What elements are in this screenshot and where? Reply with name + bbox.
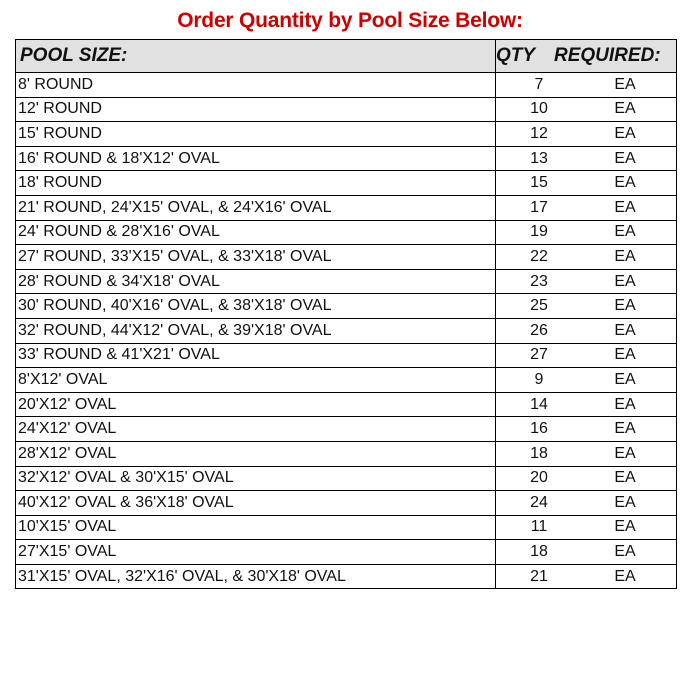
qty-required-cell	[496, 122, 677, 147]
qty-value: 9	[534, 370, 544, 388]
qty-required-cell	[496, 195, 677, 220]
column-header-required: REQUIRED:	[554, 45, 661, 66]
qty-required-cell	[496, 294, 677, 319]
pool-size-cell: 24' ROUND & 28'X16' OVAL	[16, 220, 496, 245]
unit-value: EA	[614, 493, 636, 511]
pool-size-table	[15, 39, 677, 589]
table-row	[16, 392, 677, 417]
qty-value: 19	[530, 223, 548, 241]
table-row	[16, 417, 677, 442]
qty-value: 13	[530, 149, 548, 167]
qty-required-cell	[496, 564, 677, 589]
pool-size-cell: 40'X12' OVAL & 36'X18' OVAL	[16, 491, 496, 516]
qty-value: 12	[530, 124, 548, 142]
qty-value: 17	[530, 198, 548, 216]
qty-value: 15	[530, 174, 548, 192]
pool-size-cell: 24'X12' OVAL	[16, 417, 496, 442]
table-row	[16, 564, 677, 589]
unit-value: EA	[614, 272, 636, 290]
pool-size-cell: 32'X12' OVAL & 30'X15' OVAL	[16, 466, 496, 491]
table-row	[16, 97, 677, 122]
table-row	[16, 318, 677, 343]
qty-value: 21	[530, 567, 548, 585]
pool-size-cell: 27'X15' OVAL	[16, 540, 496, 565]
unit-value: EA	[614, 444, 636, 462]
pool-size-cell: 28'X12' OVAL	[16, 441, 496, 466]
qty-value: 18	[530, 444, 548, 462]
qty-value: 18	[530, 543, 548, 561]
column-header-qty-required	[496, 40, 677, 73]
table-header-row	[16, 40, 677, 73]
table-row	[16, 195, 677, 220]
unit-value: EA	[614, 420, 636, 438]
table-row	[16, 441, 677, 466]
qty-value: 23	[530, 272, 548, 290]
unit-value: EA	[614, 518, 636, 536]
table-row	[16, 368, 677, 393]
qty-required-cell	[496, 146, 677, 171]
qty-value: 26	[530, 321, 548, 339]
qty-required-cell	[496, 269, 677, 294]
pool-size-cell: 10'X15' OVAL	[16, 515, 496, 540]
page-title: Order Quantity by Pool Size Below:	[177, 9, 523, 32]
qty-required-cell	[496, 441, 677, 466]
table-row	[16, 515, 677, 540]
unit-value: EA	[614, 346, 636, 364]
pool-size-cell: 33' ROUND & 41'X21' OVAL	[16, 343, 496, 368]
qty-required-cell	[496, 171, 677, 196]
qty-required-cell	[496, 97, 677, 122]
unit-value: EA	[614, 223, 636, 241]
unit-value: EA	[614, 247, 636, 265]
table-row	[16, 122, 677, 147]
pool-size-cell: 32' ROUND, 44'X12' OVAL, & 39'X18' OVAL	[16, 318, 496, 343]
qty-value: 22	[530, 247, 548, 265]
pool-size-cell: 30' ROUND, 40'X16' OVAL, & 38'X18' OVAL	[16, 294, 496, 319]
qty-value: 24	[530, 493, 548, 511]
unit-value: EA	[614, 75, 636, 93]
qty-value: 11	[530, 518, 548, 536]
qty-required-cell	[496, 540, 677, 565]
qty-required-cell	[496, 466, 677, 491]
qty-value: 16	[530, 420, 548, 438]
unit-value: EA	[614, 370, 636, 388]
unit-value: EA	[614, 124, 636, 142]
pool-size-cell: 20'X12' OVAL	[16, 392, 496, 417]
qty-value: 27	[530, 346, 548, 364]
qty-value: 7	[534, 75, 544, 93]
column-header-qty: QTY	[496, 45, 536, 66]
qty-required-cell	[496, 392, 677, 417]
pool-size-cell: 8'X12' OVAL	[16, 368, 496, 393]
table-row	[16, 269, 677, 294]
column-header-pool-size: POOL SIZE:	[16, 40, 496, 73]
pool-size-cell: 15' ROUND	[16, 122, 496, 147]
unit-value: EA	[614, 567, 636, 585]
pool-size-cell: 18' ROUND	[16, 171, 496, 196]
unit-value: EA	[614, 149, 636, 167]
unit-value: EA	[614, 100, 636, 118]
unit-value: EA	[614, 395, 636, 413]
unit-value: EA	[614, 469, 636, 487]
qty-required-cell	[496, 343, 677, 368]
table-row	[16, 146, 677, 171]
table-row	[16, 220, 677, 245]
table-row	[16, 466, 677, 491]
qty-required-cell	[496, 491, 677, 516]
qty-required-cell	[496, 368, 677, 393]
pool-size-cell: 21' ROUND, 24'X15' OVAL, & 24'X16' OVAL	[16, 195, 496, 220]
table-row	[16, 343, 677, 368]
pool-size-cell: 12' ROUND	[16, 97, 496, 122]
pool-size-cell: 16' ROUND & 18'X12' OVAL	[16, 146, 496, 171]
table-row	[16, 294, 677, 319]
qty-value: 25	[530, 297, 548, 315]
table-row	[16, 540, 677, 565]
qty-value: 14	[530, 395, 548, 413]
qty-value: 10	[530, 100, 548, 118]
pool-size-cell: 28' ROUND & 34'X18' OVAL	[16, 269, 496, 294]
qty-required-cell	[496, 417, 677, 442]
qty-required-cell	[496, 245, 677, 270]
unit-value: EA	[614, 543, 636, 561]
table-body	[16, 73, 677, 589]
unit-value: EA	[614, 198, 636, 216]
table-row	[16, 245, 677, 270]
unit-value: EA	[614, 297, 636, 315]
pool-size-cell: 8' ROUND	[16, 73, 496, 98]
qty-required-cell	[496, 318, 677, 343]
qty-required-cell	[496, 220, 677, 245]
qty-value: 20	[530, 469, 548, 487]
table-row	[16, 171, 677, 196]
unit-value: EA	[614, 174, 636, 192]
qty-required-cell	[496, 73, 677, 98]
unit-value: EA	[614, 321, 636, 339]
pool-size-cell: 27' ROUND, 33'X15' OVAL, & 33'X18' OVAL	[16, 245, 496, 270]
table-row	[16, 491, 677, 516]
pool-size-cell: 31'X15' OVAL, 32'X16' OVAL, & 30'X18' OVAL	[16, 564, 496, 589]
qty-required-cell	[496, 515, 677, 540]
table-row	[16, 73, 677, 98]
